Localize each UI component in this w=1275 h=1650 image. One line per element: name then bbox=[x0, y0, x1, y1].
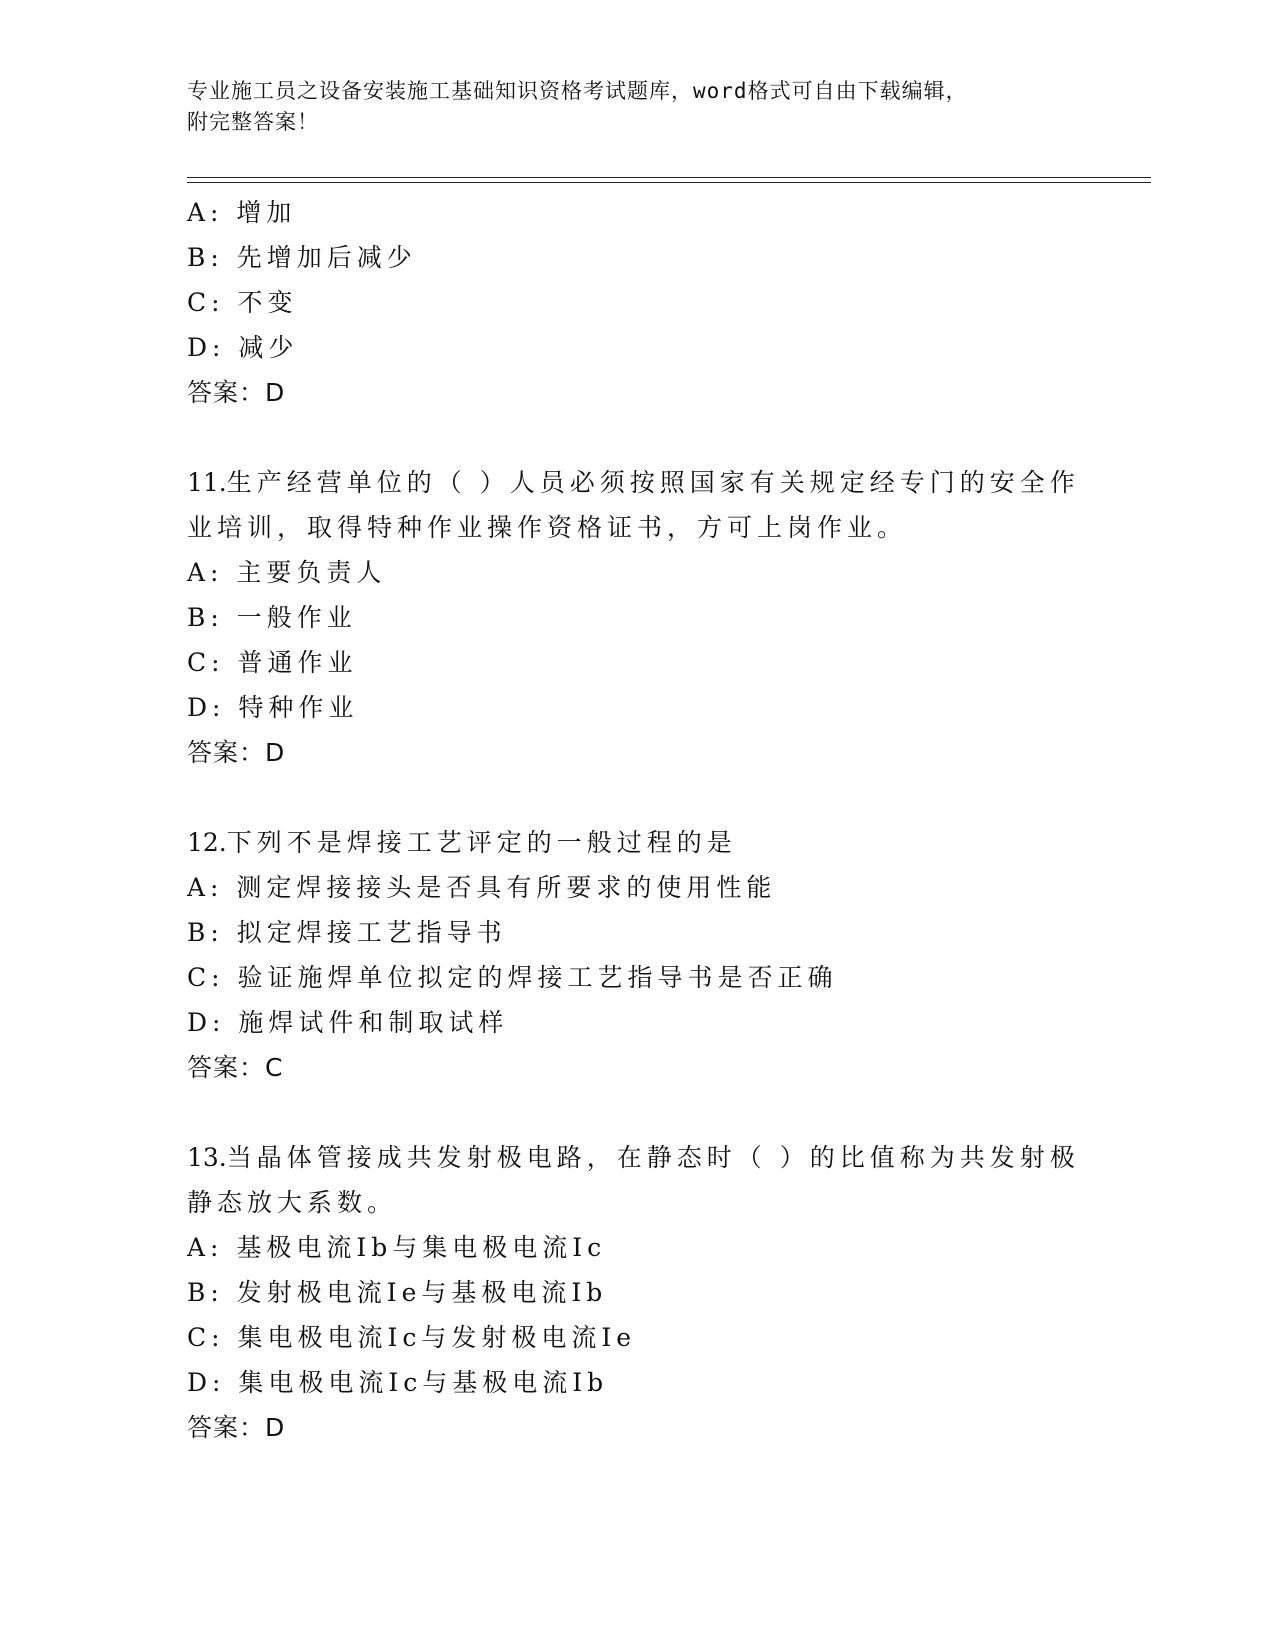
question-list bbox=[187, 190, 1087, 1450]
question-stem-continued: 业培训，取得特种作业操作资格证书，方可上岗作业。 bbox=[187, 513, 908, 542]
answer: 答案：D bbox=[187, 378, 286, 407]
question-stem-text: 生产经营单位的（ ）人员必须按照国家有关规定经专门的安全作 bbox=[226, 468, 1080, 497]
answer: 答案：D bbox=[187, 1413, 286, 1442]
answer: 答案：D bbox=[187, 738, 286, 767]
question-12 bbox=[187, 820, 1087, 1090]
question-stem-continued: 静态放大系数。 bbox=[187, 1188, 398, 1217]
question-10 bbox=[187, 190, 1087, 415]
option-b: B: 发射极电流Ie与基极电流Ib bbox=[187, 1278, 608, 1307]
question-stem bbox=[187, 460, 1087, 505]
option-a: A: 主要负责人 bbox=[187, 558, 387, 587]
question-stem bbox=[187, 1135, 1087, 1180]
question-stem-text: 下列不是焊接工艺评定的一般过程的是 bbox=[226, 828, 737, 857]
document-header bbox=[187, 76, 1067, 138]
option-a: A: 测定焊接接头是否具有所要求的使用性能 bbox=[187, 873, 777, 902]
question-stem-text: 当晶体管接成共发射极电路，在静态时（ ）的比值称为共发射极 bbox=[226, 1143, 1080, 1172]
option-c: C: 普通作业 bbox=[187, 648, 358, 677]
option-d: D: 特种作业 bbox=[187, 693, 359, 722]
question-number: 12. bbox=[187, 828, 227, 857]
question-number: 13. bbox=[187, 1143, 227, 1172]
header-divider-top bbox=[187, 177, 1151, 178]
option-d: D: 施焊试件和制取试样 bbox=[187, 1008, 509, 1037]
question-13 bbox=[187, 1135, 1087, 1450]
option-b: B: 先增加后减少 bbox=[187, 243, 417, 272]
answer: 答案：C bbox=[187, 1053, 284, 1082]
header-divider-bottom bbox=[187, 182, 1151, 183]
header-line-1: 专业施工员之设备安装施工基础知识资格考试题库，word格式可自由下载编辑， bbox=[187, 79, 968, 103]
option-c: C: 集电极电流Ic与发射极电流Ie bbox=[187, 1323, 637, 1352]
option-c: C: 不变 bbox=[187, 288, 298, 317]
header-line-2: 附完整答案！ bbox=[187, 110, 319, 134]
option-d: D: 集电极电流Ic与基极电流Ib bbox=[187, 1368, 609, 1397]
question-11 bbox=[187, 460, 1087, 775]
option-b: B: 拟定焊接工艺指导书 bbox=[187, 918, 507, 947]
question-stem bbox=[187, 820, 1087, 865]
question-number: 11. bbox=[187, 468, 227, 497]
option-a: A: 基极电流Ib与集电极电流Ic bbox=[187, 1233, 607, 1262]
option-a: A: 增加 bbox=[187, 198, 297, 227]
option-d: D: 减少 bbox=[187, 333, 299, 362]
option-b: B: 一般作业 bbox=[187, 603, 357, 632]
option-c: C: 验证施焊单位拟定的焊接工艺指导书是否正确 bbox=[187, 963, 838, 992]
